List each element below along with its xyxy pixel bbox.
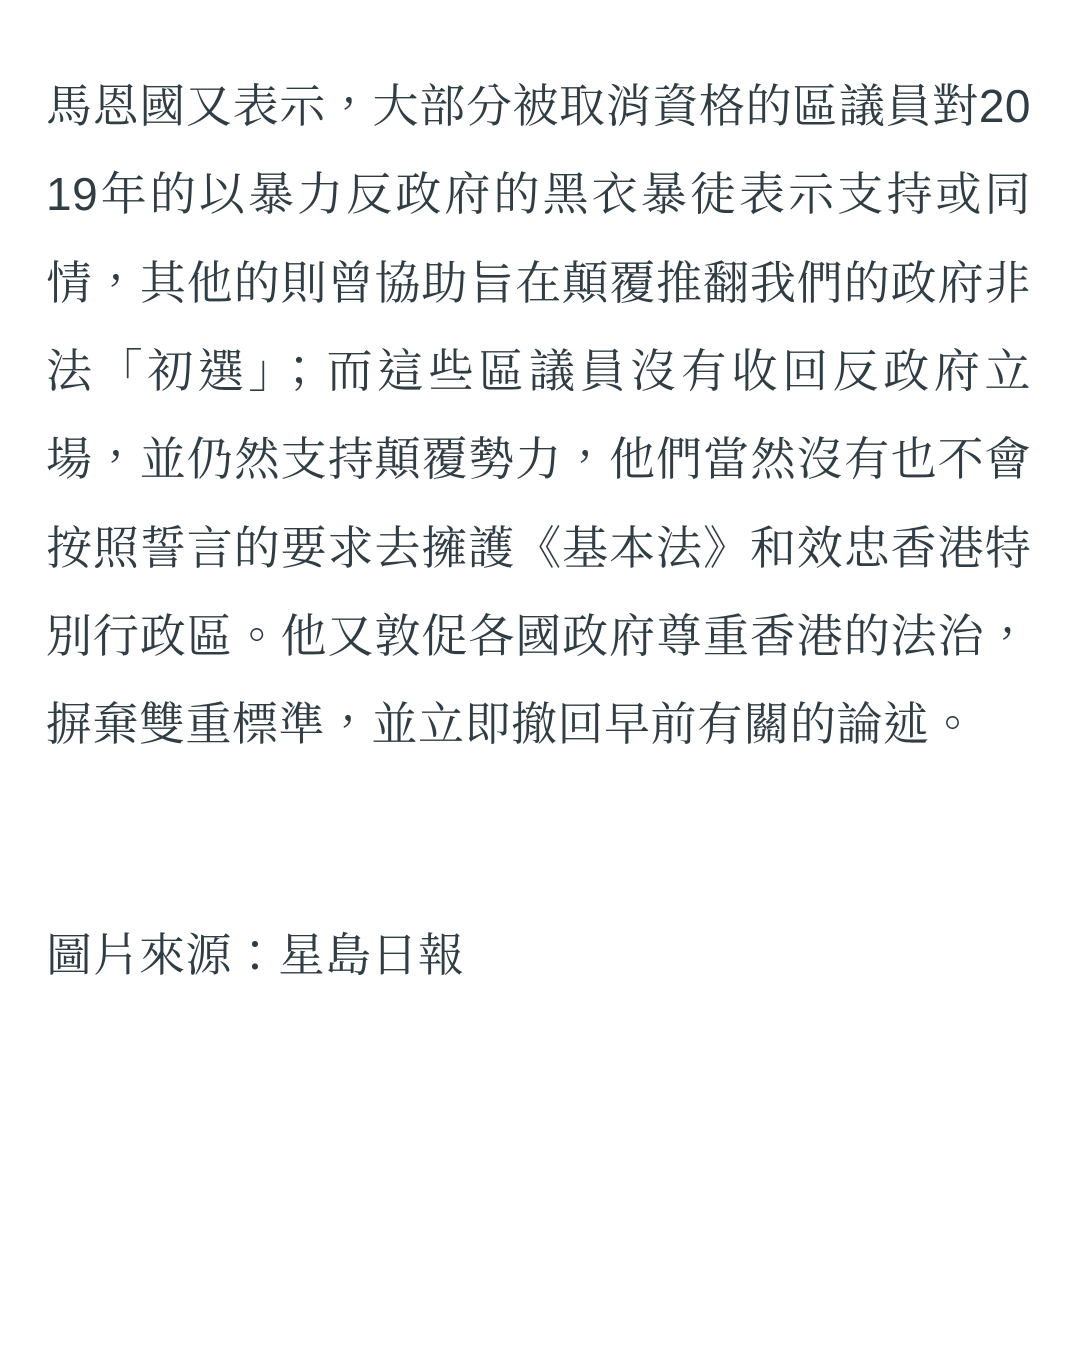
image-source-caption: 圖片來源：星島日報 — [46, 928, 465, 981]
article-body — [46, 62, 1031, 769]
article-paragraph: 馬恩國又表示，大部分被取消資格的區議員對2019年的以暴力反政府的黑衣暴徒表示支持或同情，其他的則曾協助旨在顛覆推翻我們的政府非法「初選」；而這些區議員沒有收回反政府立場，並仍然支持顛覆勢力，他們當然沒有也不會按照誓言的要求去擁護《基本法》和效忠香港特別行政區。他又敦促各國政府尊重香港的法治，摒棄雙重標準，並立即撤回早前有關的論述。 — [46, 80, 1031, 751]
content-spacer — [46, 769, 1031, 921]
